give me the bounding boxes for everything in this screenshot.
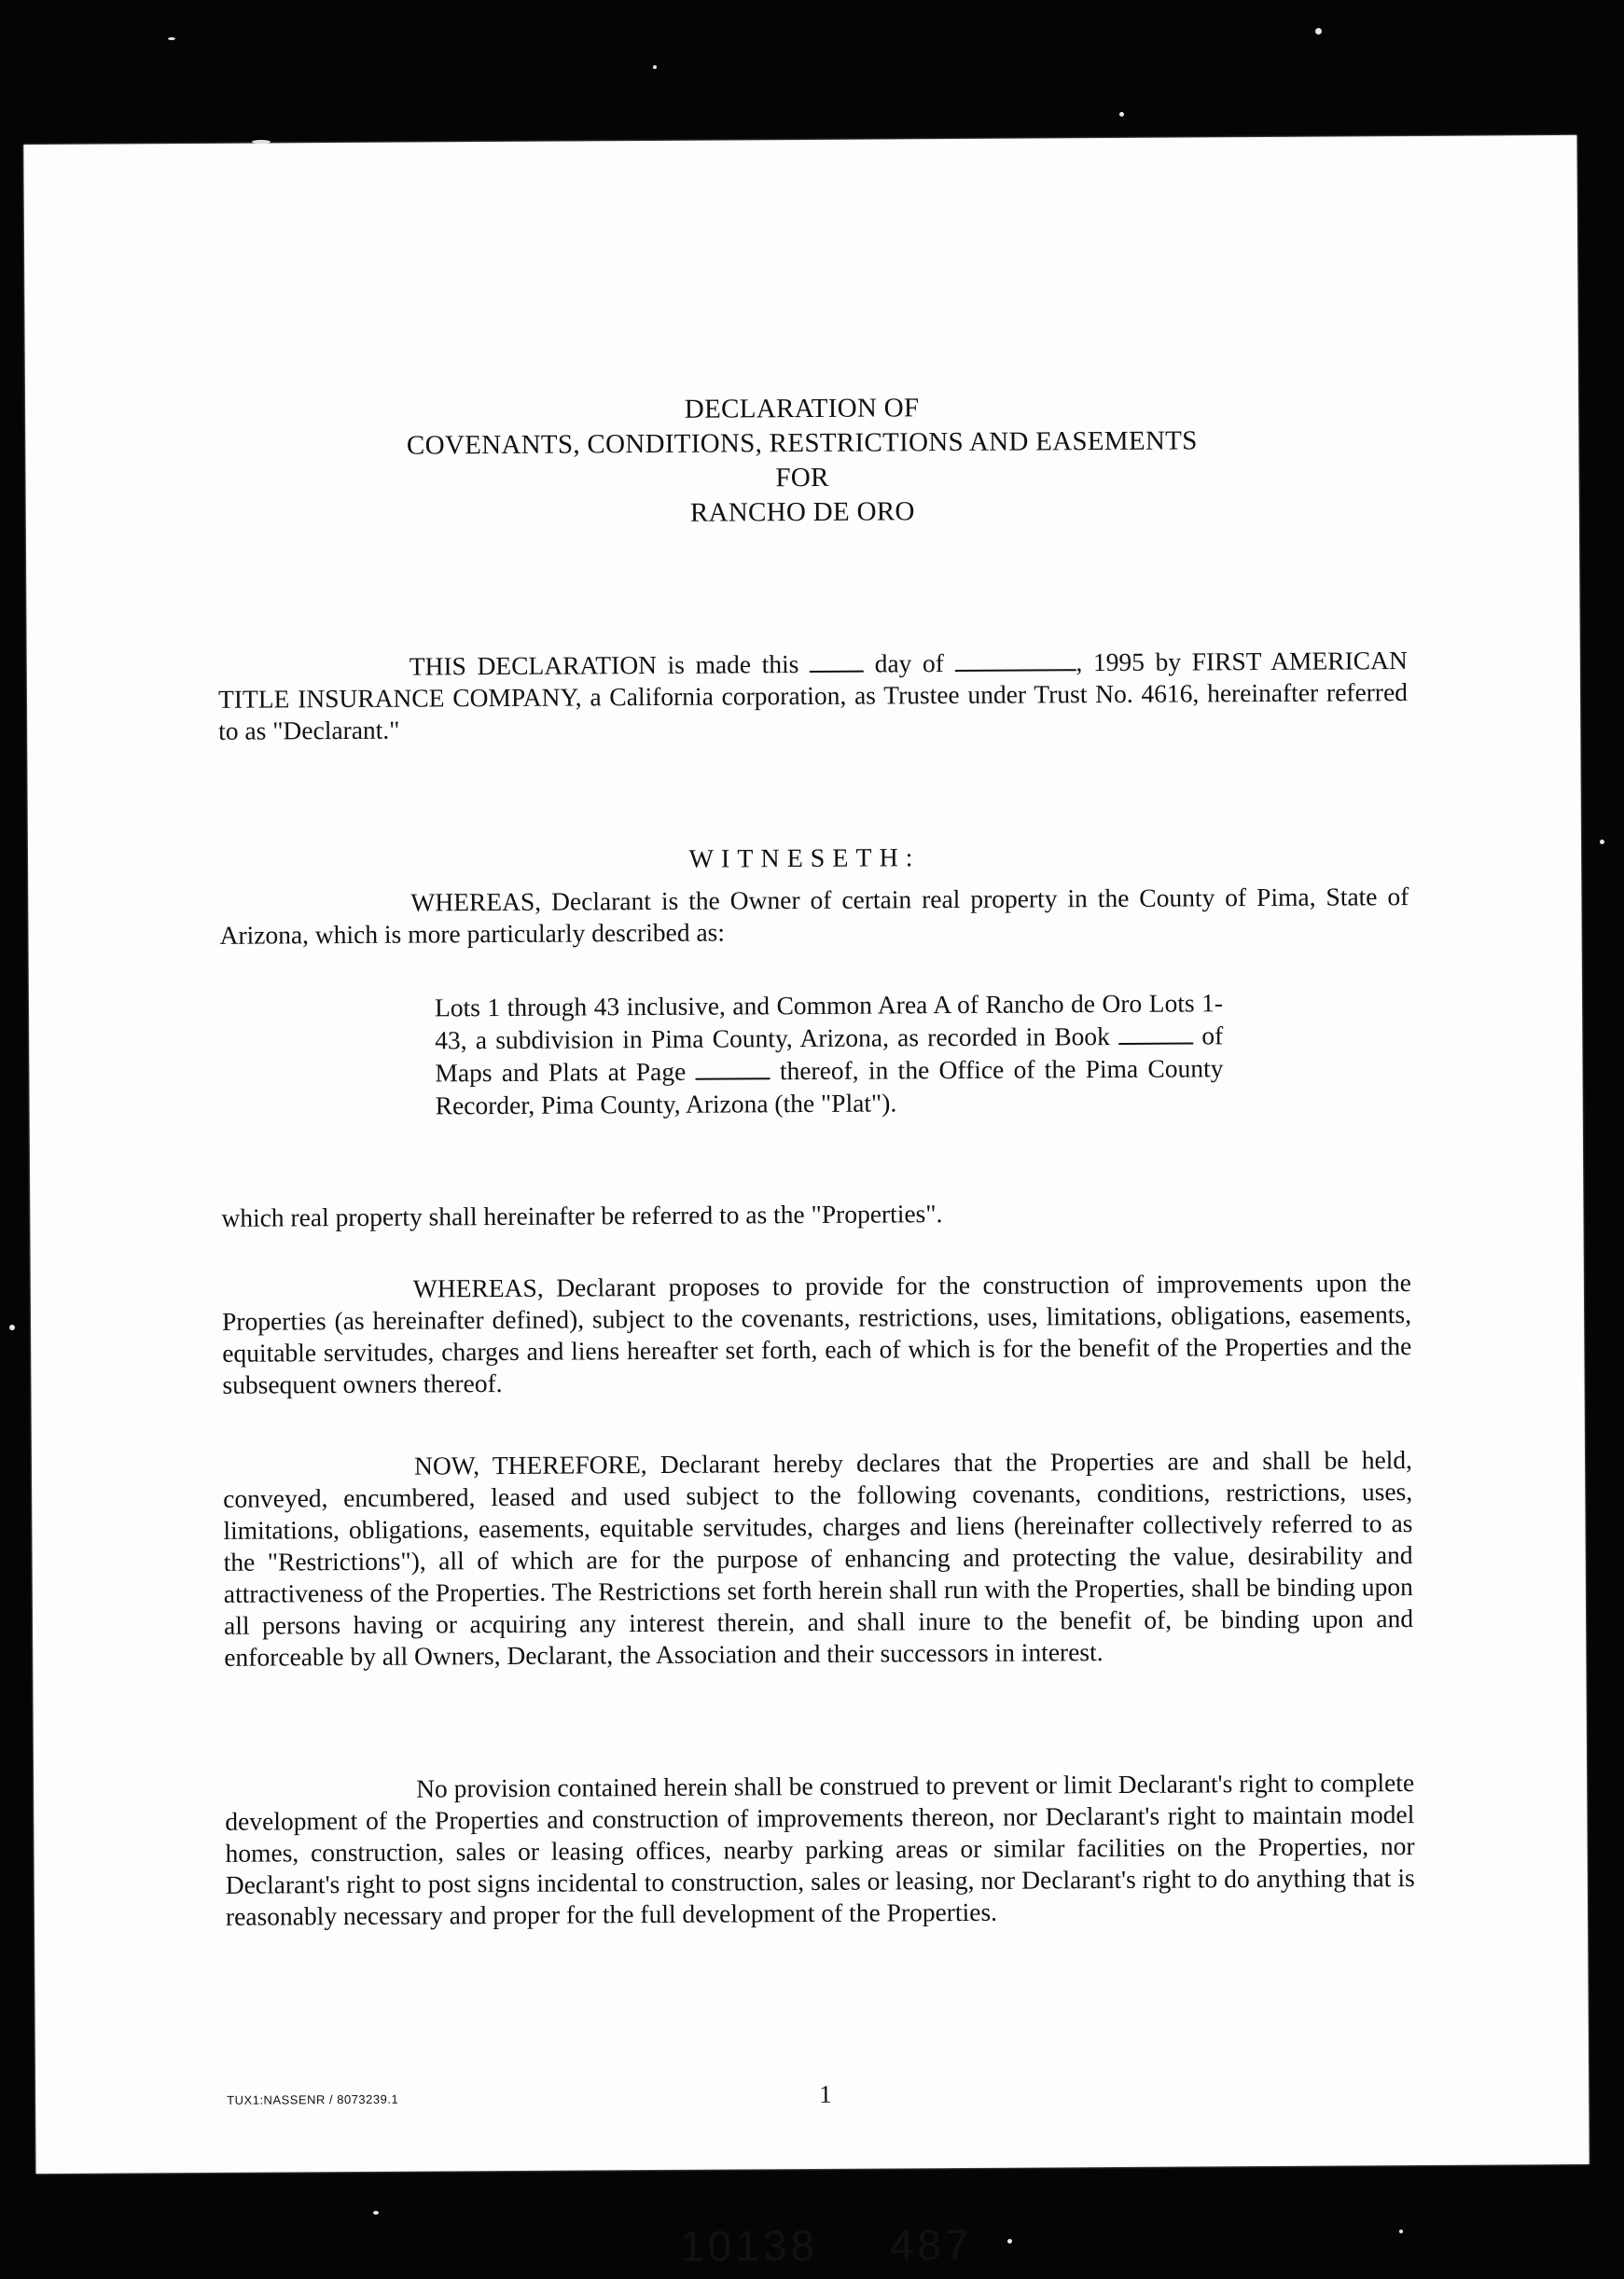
- legal-part-1: Lots 1 through 43 inclusive, and Common Area A of Rancho de Oro Lots 1-43, a subdivision in Pima County, Arizona, as recorded in Book: [434, 988, 1224, 1055]
- scan-speck: [1007, 2239, 1012, 2244]
- document-page: [23, 135, 1589, 2271]
- title-line: FOR: [775, 462, 829, 493]
- scan-speck: [1600, 840, 1604, 844]
- whereas-paragraph-2: WHEREAS, Declarant proposes to provide for the construction of improvements upon the Properties (as hereinafter defined), subject to the covenants, restrictions, uses, limitations, obligations, easements, equitable servitudes, charges and liens hereafter set forth, each of which is for the benefit of the Properties and the subsequent owners thereof.: [221, 1268, 1412, 1399]
- properties-reference: which real property shall hereinafter be referred to as the "Properties".: [221, 1199, 943, 1232]
- scan-speck: [373, 2211, 379, 2215]
- whereas-paragraph-1: WHEREAS, Declarant is the Owner of certain real property in the County of Pima, State of Arizona, which is more particularly described as:: [219, 882, 1409, 950]
- scan-speck: [1119, 112, 1124, 117]
- page-number: 1: [819, 2079, 832, 2108]
- legal-description: [435, 986, 1224, 1121]
- legal-part-3: thereof, in the Office of the Pima County Recorder, Pima County, Arizona (the "Plat").: [435, 1053, 1224, 1120]
- day-blank: [810, 650, 864, 673]
- title-line: DECLARATION OF: [684, 393, 920, 424]
- legal-part-2: of Maps and Plats at Page: [435, 1021, 1224, 1088]
- document-title: [25, 387, 1579, 535]
- scan-speck: [1399, 2230, 1403, 2233]
- no-provision-paragraph: No provision contained herein shall be construed to prevent or limit Declarant's right to complete development of the Properties and construction of improvements thereon, nor Declarant's right to maintain model homes, construction, sales or leasing offices, nearby parking areas or similar facilities on the Properties, nor Declarant's right to post signs incidental to construction, sales or leasing, nor Declarant's right to do anything that is reasonably necessary and proper for the full development of the Properties.: [225, 1768, 1415, 1931]
- now-therefore-paragraph: NOW, THEREFORE, Declarant hereby declares that the Properties are and shall be held, conveyed, encumbered, leased and used subject to the following covenants, conditions, restrictions, uses, limitations, obligations, easements, equitable servitudes, charges and liens (hereinafter collectively referred to as the "Restrictions"), all of which are for the purpose of enhancing and protecting the value, desirability and attractiveness of the Properties. The Restrictions set forth herein shall run with the Properties, shall be binding upon all persons having or acquiring any interest therein, and shall inure to the benefit of, be binding upon and enforceable by all Owners, Declarant, the Association and their successors in interest.: [223, 1445, 1414, 1672]
- intro-paragraph: [218, 645, 1409, 747]
- document-footer-code: TUX1:NASSENR / 8073239.1: [227, 2091, 399, 2107]
- intro-day-of: day of: [874, 648, 944, 678]
- scan-speck: [653, 65, 657, 69]
- intro-lead: THIS DECLARATION is made this: [409, 649, 799, 681]
- recording-number: 10138 487: [679, 2219, 973, 2271]
- witnesseth-heading: WITNESETH:: [688, 843, 921, 874]
- scan-speck: [168, 37, 175, 40]
- scan-speck: [1315, 28, 1322, 35]
- intro-rest: AMERICAN TITLE INSURANCE COMPANY, a California corporation, as Trustee under Trust No. 4616, hereinafter referred to as "Declarant.": [217, 646, 1409, 745]
- month-blank: [954, 648, 1076, 672]
- title-line: RANCHO DE ORO: [689, 496, 915, 528]
- title-line: COVENANTS, CONDITIONS, RESTRICTIONS AND EASEMENTS: [406, 425, 1198, 461]
- page-blank: [695, 1057, 770, 1079]
- scan-speck: [9, 1325, 15, 1330]
- book-blank: [1118, 1021, 1193, 1044]
- intro-year: , 1995 by FIRST: [1076, 646, 1262, 677]
